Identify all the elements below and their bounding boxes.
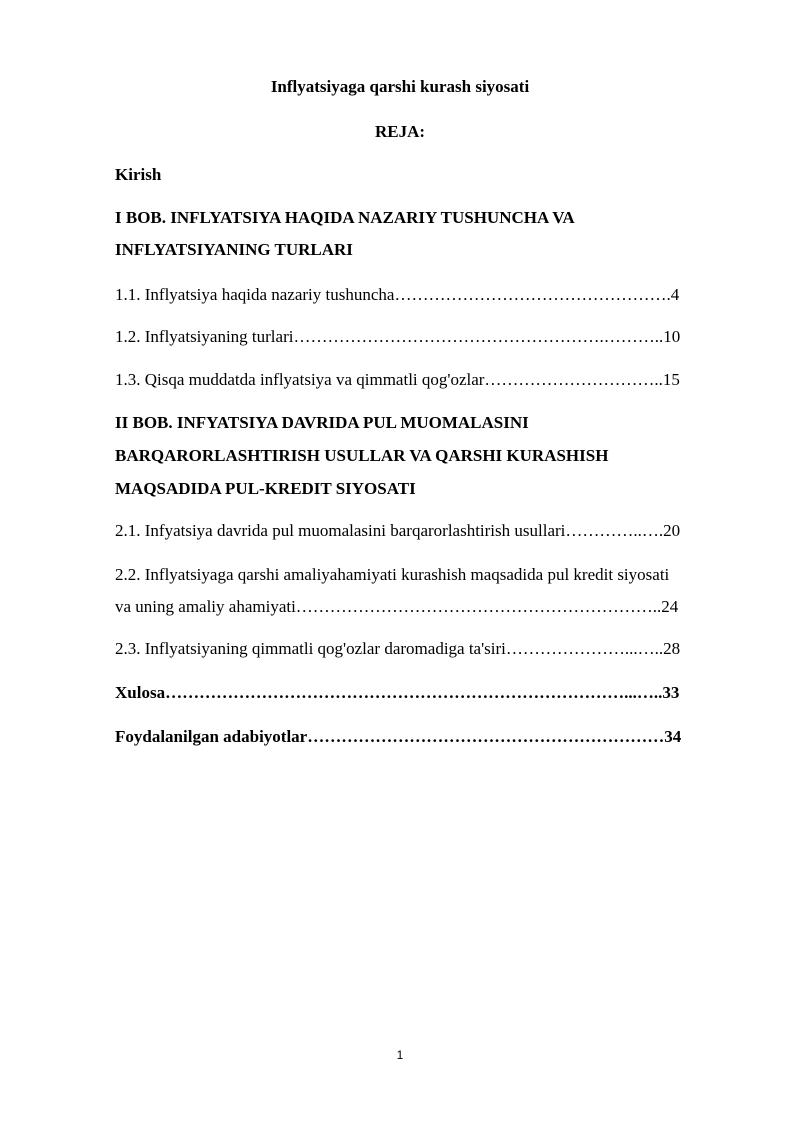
toc-section-1-2: 1.2. Inflyatsiyaning turlari……………………………………………….………..10 [115, 327, 681, 346]
toc-section-2-2-line1: 2.2. Inflyatsiyaga qarshi amaliyahamiyati kurashish maqsadida pul kredit siyosati [115, 565, 670, 584]
toc-section-2-2-line2: va uning amaliy ahamiyati………………………………………………………..24 [115, 597, 679, 616]
toc-intro: Kirish [115, 165, 162, 184]
toc-chapter2-line3: MAQSADIDA PUL-KREDIT SIYOSATI [115, 479, 416, 498]
plan-heading: REJA: [374, 122, 426, 141]
page-number: 1 [396, 1048, 404, 1062]
toc-section-1-1: 1.1. Inflyatsiya haqida nazariy tushuncha………………………………………….4 [115, 285, 680, 304]
toc-conclusion: Xulosa………………………………………………………………………...…..33 [115, 683, 680, 702]
toc-chapter1-line2: INFLYATSIYANING TURLARI [115, 240, 353, 259]
toc-section-2-1: 2.1. Infyatsiya davrida pul muomalasini barqarorlashtirish usullari…………..….20 [115, 521, 681, 540]
toc-chapter1-line1: I BOB. INFLYATSIYA HAQIDA NAZARIY TUSHUNCHA VA [115, 208, 575, 227]
toc-chapter2-line2: BARQARORLASHTIRISH USULLAR VA QARSHI KURASHISH [115, 446, 609, 465]
toc-section-2-3: 2.3. Inflyatsiyaning qimmatli qog'ozlar daromadiga ta'siri…………………...…..28 [115, 639, 681, 658]
toc-chapter2-line1: II BOB. INFYATSIYA DAVRIDA PUL MUOMALASINI [115, 413, 529, 432]
toc-references: Foydalanilgan adabiyotlar………………………………………………………34 [115, 727, 682, 746]
toc-section-1-3: 1.3. Qisqa muddatda inflyatsiya va qimmatli qog'ozlar…………………………..15 [115, 370, 680, 389]
document-title: Inflyatsiyaga qarshi kurash siyosati [270, 77, 530, 96]
